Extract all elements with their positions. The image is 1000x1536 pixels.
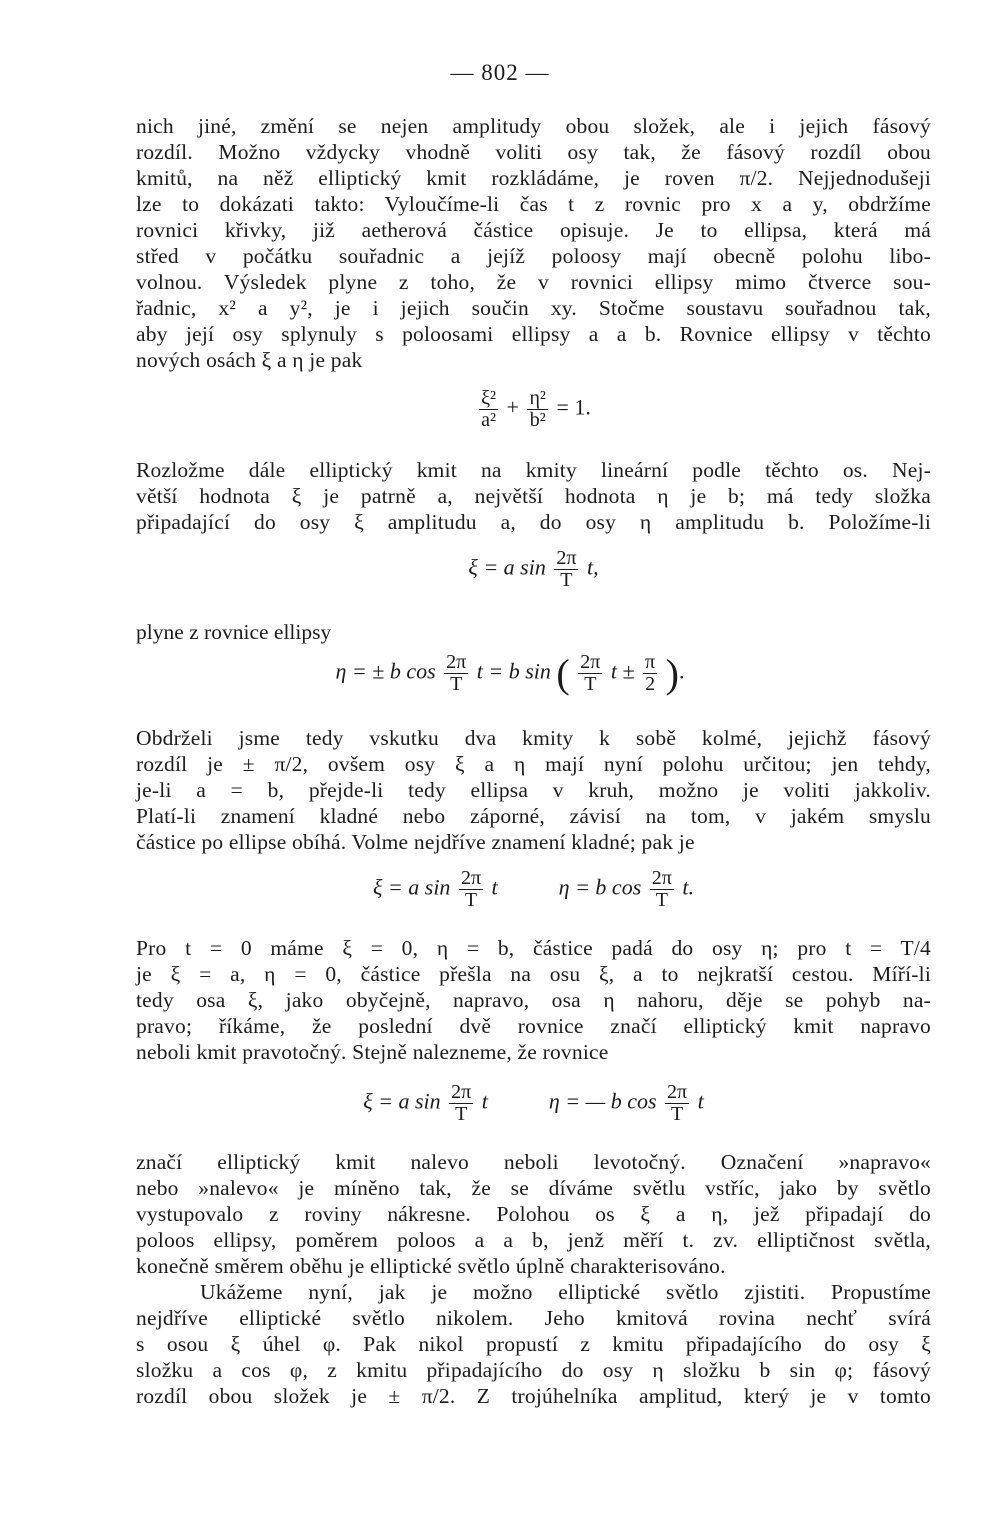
fraction: $\frac{2\pi}{T}$ [580,651,601,695]
text-line: kmitů, na něž elliptický kmit rozkládáme, je roven π/2. Nejjednodušeji [136,166,931,190]
text-line: značí elliptický kmit nalevo neboli levotočný. Označení »napravo« [136,1150,931,1174]
text-line: poloos ellipsy, poměrem poloos a a b, jenž měří t. zv. elliptičnost světla, [136,1228,931,1252]
fraction: $\frac{\pi}{2}$ [645,651,656,695]
xi-equation: ξ = a sin $\frac{2\pi}{T}$ t, [468,547,599,591]
text-line: konečně směrem oběhu je elliptické světlo úplně charakterisováno. [136,1254,726,1278]
text-line: je-li a = b, přejde-li tedy ellipsa v kruh, možno je voliti jakkoliv. [136,778,931,802]
text-line: lze to dokázati takto: Vyloučíme-li čas t z rovnic pro x a y, obdržíme [136,192,931,216]
text-line: střed v počátku souřadnic a jejíž poloosy mají obecně polohu libo- [136,244,931,268]
text-line: řadnic, x² a y², je i jejich součin xy. Stočme soustavu souřadnou tak, [136,296,931,320]
fraction: $\frac{2\pi}{T}$ [651,867,672,911]
text-line: s osou ξ úhel φ. Pak nikol propustí z kmitu připadajícího do osy ξ [136,1332,931,1356]
text-line: je ξ = a, η = 0, částice přešla na osu ξ, a to nejkratší cestou. Míří-li [136,962,931,986]
text-line: neboli kmit pravotočný. Stejně nalezneme, že rovnice [136,1040,609,1064]
left-paren: ( [556,651,570,696]
eta-equation: η = ± b cos $\frac{2\pi}{T}$ t = b sin ( $\frac{2\pi}{T}$ t ± $\frac{\pi}{2}$ ). [335,651,685,696]
text-line: volnou. Výsledek plyne z toho, že v rovnici ellipsy mimo čtverce sou- [136,270,931,294]
text-line: nebo »nalevo« je míněno tak, že se díváme světlu vstříc, jako by světlo [136,1176,931,1200]
fraction: $\frac{2\pi}{T}$ [556,547,577,591]
text-line: nich jiné, změní se nejen amplitudy obou složek, ale i jejich fásový [136,114,931,138]
text-line: částice po ellipse obíhá. Volme nejdříve znamení kladné; pak je [136,830,695,854]
text-line: rozdíl obou složek je ± π/2. Z trojúhelníka amplitud, který je v tomto [136,1384,931,1408]
text-line: rozdíl. Možno vždycky vhodně voliti osy tak, že fásový rozdíl obou [136,140,931,164]
text-line: nejdříve elliptické světlo nikolem. Jeho kmitová rovina nechť svírá [136,1306,931,1330]
text-line: Obdrželi jsme tedy vskutku dva kmity k sobě kolmé, jejichž fásový [136,726,931,750]
fraction: $\frac{2\pi}{T}$ [451,1081,472,1125]
text-line: plyne z rovnice ellipsy [136,620,332,644]
text-line: aby její osy splynuly s poloosami ellipsy a a b. Rovnice ellipsy v těchto [136,322,931,346]
text-line: připadající do osy ξ amplitudu a, do osy η amplitudu b. Položíme-li [136,510,931,534]
text-line: rovnici křivky, již aetherová částice opisuje. Je to ellipsa, která má [136,218,931,242]
text-line: nových osách ξ a η je pak [136,348,363,372]
text-line: Ukážeme nyní, jak je možno elliptické světlo zjistiti. Propustíme [200,1280,931,1304]
right-handed-equations: ξ = a sin $\frac{2\pi}{T}$ t η = b cos $\frac{2\pi}{T}$ t. [372,867,694,911]
text-line: větší hodnota ξ je patrně a, největší hodnota η je b; má tedy složka [136,484,931,508]
fraction: $\frac{\text{ξ²}}{\text{a²}}$ [481,387,497,431]
text-line: rozdíl je ± π/2, ovšem osy ξ a η mají nyní polohu určitou; jen tehdy, [136,752,931,776]
left-handed-equations: ξ = a sin $\frac{2\pi}{T}$ t η = — b cos $\frac{2\pi}{T}$ t [363,1081,704,1125]
text-line: vystupovalo z roviny nákresne. Polohou os ξ a η, jež připadají do [136,1202,931,1226]
right-paren: ) [665,651,679,696]
text-line: složku a cos φ, z kmitu připadajícího do osy η složku b sin φ; fásový [136,1358,931,1382]
text-line: pravo; říkáme, že poslední dvě rovnice značí elliptický kmit napravo [136,1014,931,1038]
fraction: $\frac{2\pi}{T}$ [446,651,467,695]
text-line: tedy osa ξ, jako obyčejně, napravo, osa η nahoru, děje se pohyb na- [136,988,931,1012]
text-line: Pro t = 0 máme ξ = 0, η = b, částice padá do osy η; pro t = T/4 [136,936,931,960]
fraction: $\frac{2\pi}{T}$ [667,1081,688,1125]
text-line: Platí-li znamení kladné nebo záporné, závisí na tom, v jakém smyslu [136,804,931,828]
page-number: — 802 — [450,60,550,85]
fraction: $\frac{\text{η²}}{\text{b²}}$ [529,387,546,431]
fraction: $\frac{2\pi}{T}$ [460,867,482,911]
text-line: Rozložme dále elliptický kmit na kmity lineární podle těchto os. Nej- [136,458,931,482]
ellipse-equation: $\frac{\text{ξ²}}{\text{a²}}$ + $\frac{\text{η²}}{\text{b²}}$ = 1. [481,387,591,431]
